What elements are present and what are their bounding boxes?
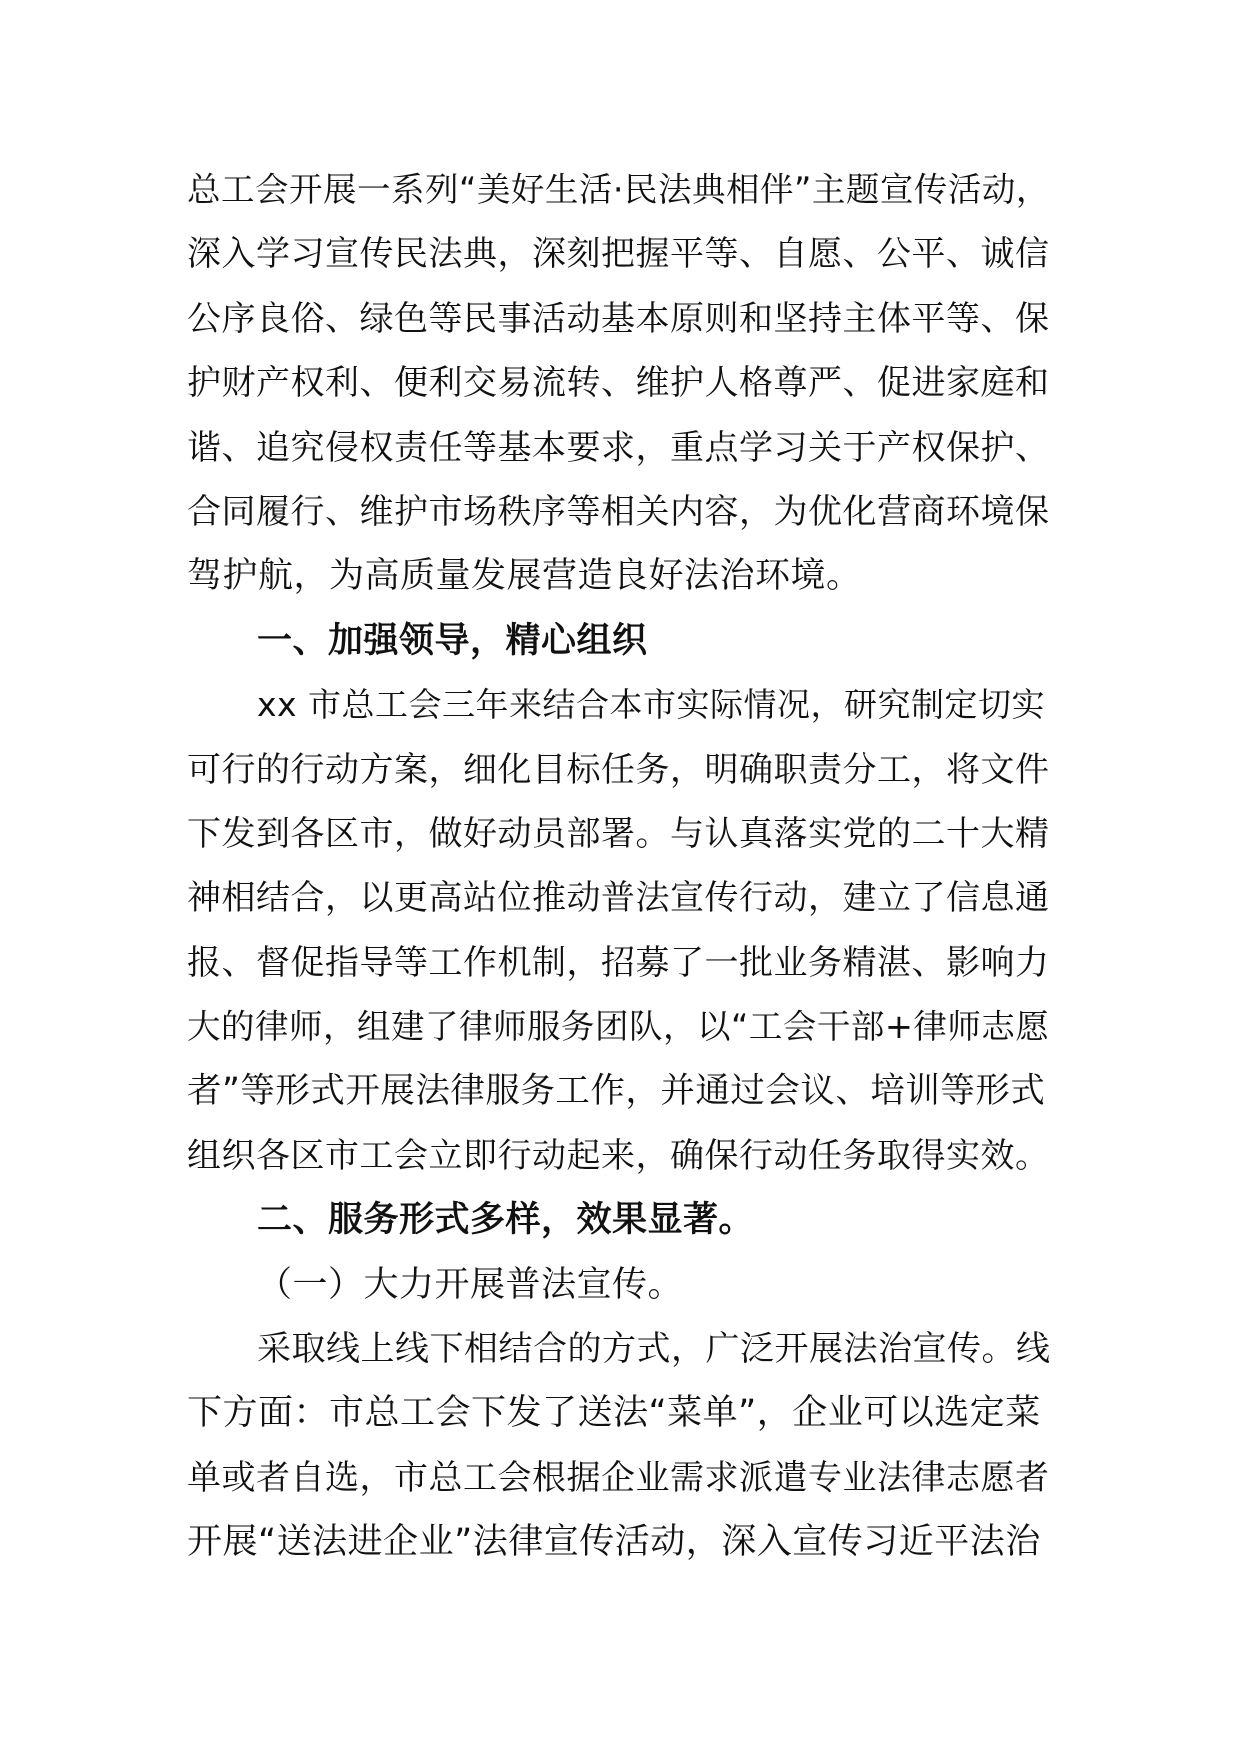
text-line: 报、督促指导等工作机制，招募了一批业务精湛、影响力 <box>187 942 1050 983</box>
text-line: 者”等形式开展法律服务工作，并通过会议、培训等形式 <box>187 1071 1046 1112</box>
text-line: 下方面：市总工会下发了送法“菜单”，企业可以选定菜 <box>187 1393 1041 1434</box>
section-1-paragraph <box>187 673 1055 1188</box>
text-line: 公序良俗、绿色等民事活动基本原则和坚持主体平等、保 <box>187 298 1050 339</box>
text-line: 可行的行动方案，细化目标任务，明确职责分工，将文件 <box>187 749 1050 790</box>
text-line: 单或者自选，市总工会根据企业需求派遣专业法律志愿者 <box>187 1457 1050 1498</box>
text-line: 组织各区市工会立即行动起来，确保行动任务取得实效。 <box>187 1135 1050 1176</box>
text-line: 下发到各区市，做好动员部署。与认真落实党的二十大精 <box>187 813 1050 854</box>
section-heading-1: 一、加强领导，精心组织 <box>257 620 648 661</box>
subsection-heading-2-1: （一）大力开展普法宣传。 <box>257 1264 684 1305</box>
intro-paragraph <box>187 158 1055 609</box>
text-line: 深入学习宣传民法典，深刻把握平等、自愿、公平、诚信 <box>187 234 1050 275</box>
text-line: 护财产权利、便利交易流转、维护人格尊严、促进家庭和 <box>187 363 1050 404</box>
text-line: 神相结合，以更高站位推动普法宣传行动，建立了信息通 <box>187 878 1050 919</box>
text-line: 合同履行、维护市场秩序等相关内容，为优化营商环境保 <box>187 491 1050 532</box>
text-line: 驾护航，为高质量发展营造良好法治环境。 <box>187 556 862 597</box>
text-line: 大的律师，组建了律师服务团队，以“工会干部+律师志愿 <box>187 1007 1050 1047</box>
text-line: 谐、追究侵权责任等基本要求，重点学习关于产权保护、 <box>187 427 1050 468</box>
text-line: 总工会开展一系列“美好生活·民法典相伴”主题宣传活动， <box>187 170 1050 209</box>
text-line: 采取线上线下相结合的方式，广泛开展法治宣传。线 <box>257 1329 1051 1370</box>
text-line: xx 市总工会三年来结合本市实际情况，研究制定切实 <box>257 685 1046 725</box>
subsection-2-1-paragraph <box>187 1317 1055 1575</box>
section-heading-2: 二、服务形式多样，效果显著。 <box>257 1200 755 1241</box>
text-line: 开展“送法进企业”法律宣传活动，深入宣传习近平法治 <box>187 1522 1041 1563</box>
document-body <box>187 158 1055 1575</box>
